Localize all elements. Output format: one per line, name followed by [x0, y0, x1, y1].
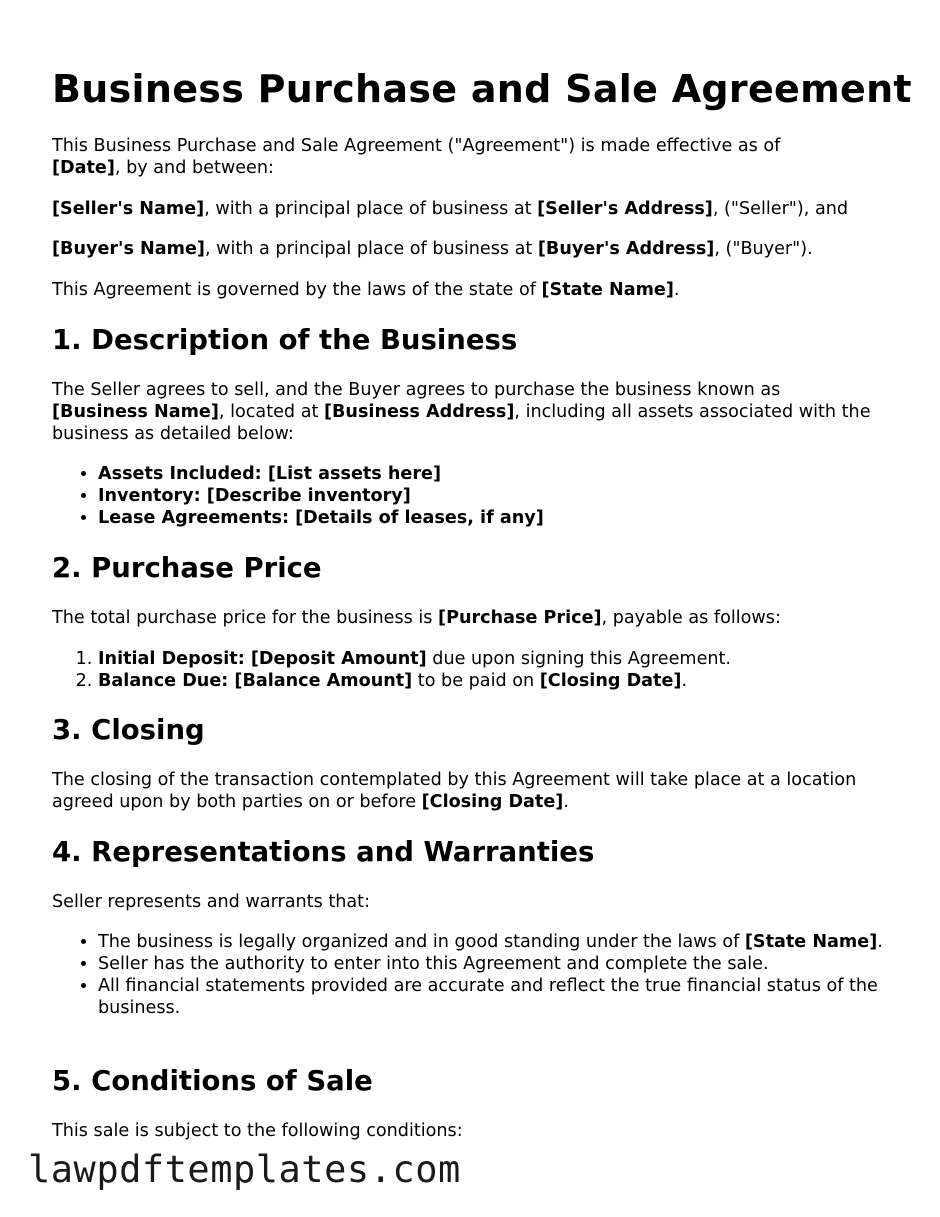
purchase-price-placeholder: [Purchase Price]	[438, 608, 602, 628]
business-name-placeholder: [Business Name]	[52, 402, 219, 422]
date-placeholder: [Date]	[52, 158, 115, 178]
payment-terms-list	[52, 648, 902, 692]
section-4-lead: Seller represents and warrants that:	[52, 892, 370, 912]
site-watermark: lawpdftemplates.com	[28, 1148, 461, 1191]
business-address-placeholder: [Business Address]	[323, 402, 515, 422]
list-item: • Seller has the authority to enter into this Agreement and complete the sale.	[98, 953, 902, 975]
buyer-address-placeholder: [Buyer's Address]	[537, 239, 715, 259]
list-item: 1. Initial Deposit: [Deposit Amount] due upon signing this Agreement.	[98, 648, 902, 670]
closing-date-placeholder: [Closing Date]	[421, 792, 564, 812]
section-3-paragraph: The closing of the transaction contemplated by this Agreement will take place at a location agreed upon by both parties on or before [Closing Date].	[52, 770, 857, 812]
state-placeholder: [State Name]	[541, 280, 674, 300]
intro-paragraph: This Business Purchase and Sale Agreement ("Agreement") is made effective as of [Date], by and between:	[52, 136, 781, 178]
warranties-list	[52, 931, 902, 1019]
list-item: • Lease Agreements: [Details of leases, if any]	[98, 507, 902, 529]
document-title: Business Purchase and Sale Agreement	[52, 67, 912, 111]
section-4-heading: 4. Representations and Warranties	[52, 836, 595, 868]
section-3-heading: 3. Closing	[52, 714, 205, 746]
section-5-lead: This sale is subject to the following conditions:	[52, 1121, 463, 1141]
buyer-paragraph: [Buyer's Name], with a principal place of business at [Buyer's Address], ("Buyer").	[52, 239, 813, 259]
seller-paragraph: [Seller's Name], with a principal place of business at [Seller's Address], ("Seller"), and	[52, 199, 849, 219]
business-assets-list	[52, 463, 902, 529]
section-1-heading: 1. Description of the Business	[52, 324, 518, 356]
list-item: • Inventory: [Describe inventory]	[98, 485, 902, 507]
list-item: • Assets Included: [List assets here]	[98, 463, 902, 485]
section-1-paragraph: The Seller agrees to sell, and the Buyer agrees to purchase the business known as [Business Name], located at [Business Address], including all assets associated with the business as detailed below:	[52, 380, 871, 444]
section-5-heading: 5. Conditions of Sale	[52, 1065, 373, 1097]
seller-address-placeholder: [Seller's Address]	[537, 199, 713, 219]
section-2-heading: 2. Purchase Price	[52, 552, 322, 584]
governing-law-paragraph: This Agreement is governed by the laws of the state of [State Name].	[52, 280, 680, 300]
buyer-name-placeholder: [Buyer's Name]	[52, 239, 205, 259]
section-2-paragraph: The total purchase price for the business is [Purchase Price], payable as follows:	[52, 608, 781, 628]
list-item: 2. Balance Due: [Balance Amount] to be paid on [Closing Date].	[98, 670, 902, 692]
list-item: • All financial statements provided are accurate and reflect the true financial status of the business.	[98, 975, 902, 1019]
list-item: • The business is legally organized and in good standing under the laws of [State Name].	[98, 931, 902, 953]
seller-name-placeholder: [Seller's Name]	[52, 199, 205, 219]
